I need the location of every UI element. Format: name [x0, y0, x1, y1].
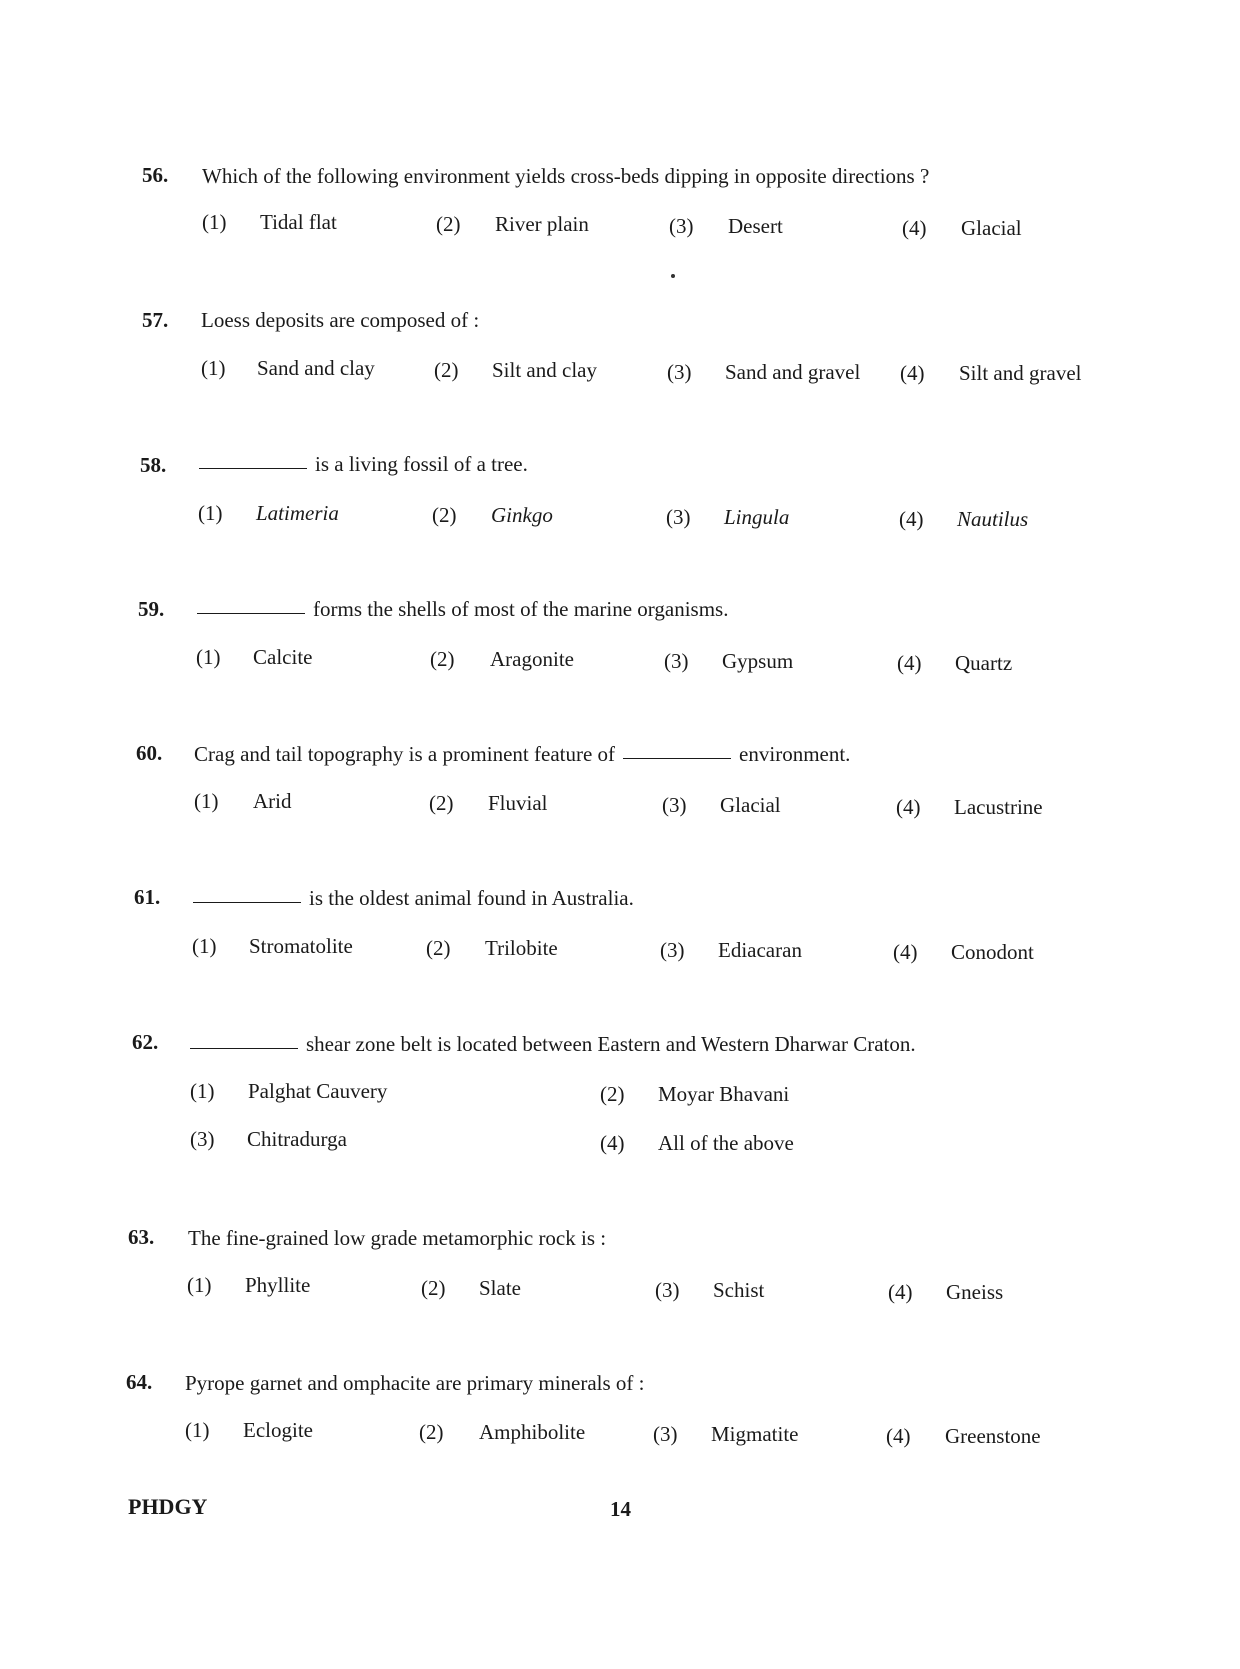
paper-code: PHDGY	[128, 1494, 208, 1519]
answer-blank	[623, 758, 731, 759]
option-number: (1)	[194, 789, 219, 813]
stem-text: environment.	[739, 742, 851, 766]
question-number: 64.	[126, 1370, 153, 1394]
option-text: Gneiss	[946, 1280, 1004, 1304]
option-number: (2)	[426, 936, 451, 960]
stem-text: forms the shells of most of the marine organisms.	[313, 597, 729, 621]
option-number: (4)	[888, 1280, 913, 1304]
option-text: Eclogite	[243, 1418, 313, 1442]
option-text: Sand and clay	[257, 356, 375, 380]
option-number: (2)	[432, 503, 457, 527]
option-text: Schist	[713, 1278, 765, 1302]
option-number: (3)	[666, 505, 691, 529]
option-number: (2)	[419, 1420, 444, 1444]
stem-text: Crag and tail topography is a prominent feature of	[194, 742, 616, 766]
option-number: (4)	[899, 507, 924, 531]
option-number: (1)	[196, 645, 221, 669]
option-text: Desert	[728, 214, 783, 238]
option-text: Arid	[253, 789, 292, 813]
option-text: Gypsum	[722, 649, 794, 673]
stem-text: shear zone belt is located between Eastern and Western Dharwar Craton.	[306, 1032, 916, 1056]
option-text: Sand and gravel	[725, 360, 861, 384]
option-number: (4)	[897, 651, 922, 675]
answer-blank	[199, 468, 307, 469]
question-stem	[197, 597, 728, 622]
option-text: Amphibolite	[479, 1420, 586, 1444]
option-number: (4)	[600, 1131, 625, 1155]
option-number: (2)	[430, 647, 455, 671]
scan-speck	[671, 274, 675, 278]
option-number: (4)	[900, 361, 925, 385]
option-text: Slate	[479, 1276, 521, 1300]
question-number: 61.	[134, 885, 161, 909]
question-stem: The fine-grained low grade metamorphic rock is :	[188, 1226, 607, 1250]
option-number: (4)	[896, 795, 921, 819]
question-stem: Which of the following environment yields cross-beds dipping in opposite directions ?	[202, 164, 930, 188]
option-number: (2)	[434, 358, 459, 382]
question-stem	[193, 886, 634, 911]
option-number: (1)	[198, 501, 223, 525]
option-text: Chitradurga	[247, 1127, 347, 1151]
option-text: Fluvial	[488, 791, 548, 815]
option-number: (3)	[190, 1127, 215, 1151]
answer-blank	[190, 1048, 298, 1049]
option-number: (2)	[436, 212, 461, 236]
option-number: (3)	[667, 360, 692, 384]
option-number: (3)	[660, 938, 685, 962]
option-number: (3)	[653, 1422, 678, 1446]
question-number: 63.	[128, 1225, 155, 1249]
page-number: 14	[610, 1497, 631, 1521]
question-number: 60.	[136, 741, 163, 765]
option-text: Silt and gravel	[959, 361, 1082, 385]
question-number: 59.	[138, 597, 165, 621]
option-text: Nautilus	[957, 507, 1029, 531]
question-number: 58.	[140, 453, 167, 477]
option-text: Ginkgo	[491, 503, 553, 527]
option-text: Palghat Cauvery	[248, 1079, 388, 1103]
option-number: (3)	[655, 1278, 680, 1302]
question-number: 57.	[142, 308, 169, 332]
option-number: (2)	[429, 791, 454, 815]
option-text: Glacial	[720, 793, 781, 817]
option-text: Greenstone	[945, 1424, 1041, 1448]
option-text: Migmatite	[711, 1422, 799, 1446]
option-number: (4)	[886, 1424, 911, 1448]
option-number: (4)	[893, 940, 918, 964]
option-text: Lacustrine	[954, 795, 1043, 819]
option-number: (1)	[192, 934, 217, 958]
answer-blank	[197, 613, 305, 614]
option-number: (3)	[662, 793, 687, 817]
option-text: River plain	[495, 212, 589, 236]
option-text: Calcite	[253, 645, 313, 669]
option-text: Aragonite	[490, 647, 574, 671]
option-number: (1)	[201, 356, 226, 380]
option-text: Silt and clay	[492, 358, 597, 382]
option-number: (1)	[187, 1273, 212, 1297]
option-number: (1)	[202, 210, 227, 234]
option-text: Moyar Bhavani	[658, 1082, 790, 1106]
option-number: (1)	[190, 1079, 215, 1103]
option-text: All of the above	[658, 1131, 794, 1155]
option-text: Quartz	[955, 651, 1013, 675]
option-text: Ediacaran	[718, 938, 802, 962]
question-number: 56.	[142, 163, 169, 187]
answer-blank	[193, 902, 301, 903]
stem-text: is the oldest animal found in Australia.	[309, 886, 634, 910]
option-text: Glacial	[961, 216, 1022, 240]
option-text: Latimeria	[256, 501, 339, 525]
option-text: Conodont	[951, 940, 1034, 964]
option-number: (2)	[421, 1276, 446, 1300]
option-number: (4)	[902, 216, 927, 240]
question-stem	[190, 1032, 916, 1057]
stem-text: is a living fossil of a tree.	[315, 452, 528, 476]
question-stem: Pyrope garnet and omphacite are primary minerals of :	[185, 1371, 645, 1395]
question-number: 62.	[132, 1030, 159, 1054]
option-number: (1)	[185, 1418, 210, 1442]
question-stem	[199, 452, 528, 477]
option-text: Trilobite	[485, 936, 558, 960]
option-number: (3)	[664, 649, 689, 673]
option-text: Phyllite	[245, 1273, 311, 1297]
question-stem	[194, 742, 850, 767]
option-text: Stromatolite	[249, 934, 353, 958]
option-number: (3)	[669, 214, 694, 238]
question-stem: Loess deposits are composed of :	[201, 308, 480, 332]
option-text: Lingula	[724, 505, 790, 529]
option-text: Tidal flat	[260, 210, 337, 234]
option-number: (2)	[600, 1082, 625, 1106]
